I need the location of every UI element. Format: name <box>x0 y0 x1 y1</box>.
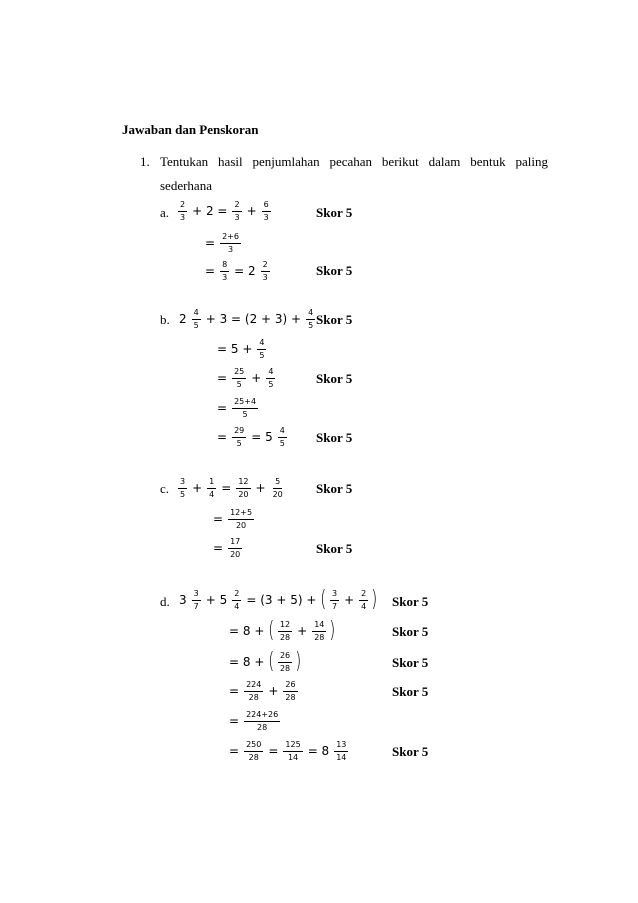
score-b-1: Skor 5 <box>316 312 353 327</box>
score-c-1: Skor 5 <box>316 481 353 496</box>
fraction <box>306 308 315 331</box>
step-d-3 <box>226 647 303 677</box>
item-label-d: d. <box>160 594 170 609</box>
fraction-numerator: 3 <box>178 477 187 489</box>
step-c-3 <box>210 533 244 563</box>
item-label-b: b. <box>160 312 170 327</box>
fraction-denominator: 28 <box>279 632 291 642</box>
score-d-4: Skor 5 <box>392 684 429 699</box>
step-c-2 <box>210 504 256 534</box>
score-d-1: Skor 5 <box>392 594 429 609</box>
fraction-denominator: 4 <box>361 601 367 611</box>
fraction-numerator: 12 <box>278 620 292 632</box>
fraction-denominator: 5 <box>242 409 248 419</box>
fraction-denominator: 5 <box>236 379 242 389</box>
fraction-numerator: 4 <box>266 367 275 379</box>
fraction-denominator: 4 <box>234 601 240 611</box>
math-text: = <box>213 512 224 526</box>
fraction-denominator: 3 <box>262 272 268 282</box>
fraction <box>278 426 287 449</box>
fraction <box>232 367 246 390</box>
math-text: = <box>221 481 232 495</box>
fraction-numerator: 224+26 <box>244 710 280 722</box>
fraction-numerator: 224 <box>244 680 263 692</box>
fraction <box>278 620 292 643</box>
fraction-numerator: 125 <box>283 740 302 752</box>
fraction-numerator: 1 <box>207 477 216 489</box>
math-text: = 8 <box>307 744 330 758</box>
fraction-numerator: 4 <box>192 308 201 320</box>
parenthesized-group <box>267 620 337 643</box>
step-d-4 <box>226 676 300 706</box>
fraction <box>232 426 246 449</box>
step-a-1 <box>176 196 273 226</box>
math-text: = <box>217 401 228 415</box>
math-text: = <box>268 744 279 758</box>
fraction <box>232 589 241 612</box>
left-paren: ( <box>268 649 275 674</box>
math-text: = <box>229 744 240 758</box>
fraction-numerator: 2 <box>359 589 368 601</box>
fraction <box>228 537 242 560</box>
fraction-denominator: 3 <box>263 212 269 222</box>
fraction-denominator: 28 <box>257 722 268 732</box>
fraction <box>261 260 270 283</box>
fraction-numerator: 2 <box>232 589 241 601</box>
math-text: + <box>297 624 308 638</box>
fraction-denominator: 3 <box>180 212 186 222</box>
math-text: + <box>251 371 262 385</box>
fraction-denominator: 7 <box>332 601 338 611</box>
fraction-denominator: 14 <box>336 752 347 762</box>
fraction <box>228 508 254 531</box>
fraction-denominator: 5 <box>308 320 314 330</box>
fraction-denominator: 28 <box>285 692 296 702</box>
step-c-1 <box>176 473 287 503</box>
fraction-denominator: 5 <box>236 438 242 448</box>
fraction <box>271 477 285 500</box>
fraction <box>283 740 302 763</box>
math-text: = <box>213 541 224 555</box>
math-text: = (3 + 5) + <box>246 593 317 607</box>
fraction <box>244 680 263 703</box>
fraction <box>312 620 326 643</box>
fraction-numerator: 4 <box>257 338 266 350</box>
fraction-denominator: 7 <box>193 601 199 611</box>
math-text: = <box>217 430 228 444</box>
step-a-3 <box>202 256 272 286</box>
math-text: + <box>246 204 257 218</box>
step-b-2 <box>214 334 268 364</box>
fraction <box>334 740 348 763</box>
fraction-numerator: 3 <box>192 589 201 601</box>
math-text: = <box>205 264 216 278</box>
parenthesized-group <box>319 589 378 612</box>
fraction-numerator: 5 <box>273 477 282 489</box>
fraction <box>232 397 258 420</box>
math-text: 2 <box>179 312 187 326</box>
fraction-denominator: 20 <box>230 549 241 559</box>
right-paren: ) <box>329 618 336 643</box>
math-text: + 3 = (2 + 3) + <box>205 312 302 326</box>
step-d-5 <box>226 706 282 736</box>
fraction-denominator: 5 <box>259 350 265 360</box>
question-text-line-1: Tentukan hasil penjumlahan pecahan berikut dalam bentuk paling <box>160 154 548 169</box>
score-d-2: Skor 5 <box>392 624 429 639</box>
score-b-5: Skor 5 <box>316 430 353 445</box>
fraction <box>232 200 241 223</box>
fraction <box>178 477 187 500</box>
math-text: + <box>192 481 203 495</box>
fraction-denominator: 20 <box>272 489 283 499</box>
step-a-2 <box>202 228 243 258</box>
fraction <box>244 740 263 763</box>
step-d-1 <box>176 585 379 615</box>
math-text: = 8 + <box>229 624 265 638</box>
section-heading: Jawaban dan Penskoran <box>122 122 259 137</box>
fraction-numerator: 25 <box>232 367 246 379</box>
fraction <box>236 477 250 500</box>
math-text: = 8 + <box>229 655 265 669</box>
fraction-denominator: 3 <box>227 244 234 254</box>
fraction <box>283 680 297 703</box>
fraction-numerator: 14 <box>312 620 326 632</box>
question-text-line-2: sederhana <box>160 178 212 193</box>
fraction-denominator: 5 <box>180 489 186 499</box>
step-d-2 <box>226 616 337 646</box>
fraction <box>192 308 201 331</box>
fraction-numerator: 29 <box>232 426 246 438</box>
fraction <box>244 710 280 733</box>
math-text: + <box>344 593 355 607</box>
math-text: + 5 <box>205 593 228 607</box>
math-text: 3 <box>179 593 187 607</box>
fraction-numerator: 2 <box>232 200 241 212</box>
step-b-5 <box>214 422 289 452</box>
step-d-6 <box>226 736 350 766</box>
fraction-numerator: 4 <box>278 426 287 438</box>
fraction <box>278 651 292 674</box>
fraction-numerator: 2 <box>261 260 270 272</box>
fraction <box>207 477 216 500</box>
score-a-3: Skor 5 <box>316 263 353 278</box>
fraction-numerator: 6 <box>262 200 271 212</box>
fraction-denominator: 14 <box>287 752 299 762</box>
fraction-numerator: 2 <box>178 200 187 212</box>
fraction-numerator: 17 <box>228 537 242 549</box>
fraction-denominator: 20 <box>235 520 247 530</box>
score-a-1: Skor 5 <box>316 205 353 220</box>
math-text: = 2 <box>234 264 256 278</box>
math-text: = 5 + <box>217 342 253 356</box>
fraction-denominator: 3 <box>234 212 240 222</box>
fraction-numerator: 26 <box>283 680 297 692</box>
step-b-4 <box>214 393 260 423</box>
fraction-denominator: 28 <box>314 632 325 642</box>
left-paren: ( <box>268 618 275 643</box>
left-paren: ( <box>320 587 327 612</box>
right-paren: ) <box>371 587 378 612</box>
fraction <box>266 367 275 390</box>
fraction-denominator: 28 <box>248 752 259 762</box>
score-d-3: Skor 5 <box>392 655 429 670</box>
fraction-denominator: 3 <box>222 272 228 282</box>
fraction-numerator: 12+5 <box>228 508 254 520</box>
step-b-1 <box>176 304 317 334</box>
fraction-denominator: 5 <box>268 379 274 389</box>
step-b-3 <box>214 363 277 393</box>
right-paren: ) <box>295 649 302 674</box>
parenthesized-group <box>267 651 302 674</box>
math-text: = 5 <box>251 430 273 444</box>
item-label-c: c. <box>160 481 170 496</box>
math-text: = <box>229 684 240 698</box>
fraction-numerator: 25+4 <box>232 397 258 409</box>
item-label-a: a. <box>160 205 170 220</box>
score-b-3: Skor 5 <box>316 371 353 386</box>
score-c-3: Skor 5 <box>316 541 353 556</box>
fraction-denominator: 5 <box>193 320 199 330</box>
math-text: + 2 = <box>192 204 228 218</box>
fraction <box>178 200 187 223</box>
fraction <box>262 200 271 223</box>
fraction-numerator: 2+6 <box>220 232 241 244</box>
fraction-denominator: 20 <box>238 489 249 499</box>
math-text: + <box>255 481 266 495</box>
fraction-numerator: 26 <box>278 651 292 663</box>
fraction <box>330 589 339 612</box>
math-text: = <box>205 236 216 250</box>
fraction-numerator: 250 <box>244 740 263 752</box>
question-number: 1. <box>140 154 150 169</box>
math-text: = <box>229 714 240 728</box>
fraction <box>220 260 229 283</box>
fraction-denominator: 4 <box>209 489 215 499</box>
score-d-6: Skor 5 <box>392 744 429 759</box>
fraction-denominator: 28 <box>248 692 259 702</box>
math-text: + <box>268 684 279 698</box>
fraction-numerator: 3 <box>330 589 339 601</box>
fraction-numerator: 12 <box>236 477 250 489</box>
math-text: = <box>217 371 228 385</box>
fraction <box>192 589 201 612</box>
fraction <box>220 232 241 255</box>
fraction <box>257 338 266 361</box>
fraction-denominator: 28 <box>279 663 291 673</box>
fraction-numerator: 13 <box>334 740 348 752</box>
fraction <box>359 589 368 612</box>
fraction-numerator: 4 <box>306 308 315 320</box>
fraction-denominator: 5 <box>279 438 285 448</box>
fraction-numerator: 8 <box>220 260 229 272</box>
